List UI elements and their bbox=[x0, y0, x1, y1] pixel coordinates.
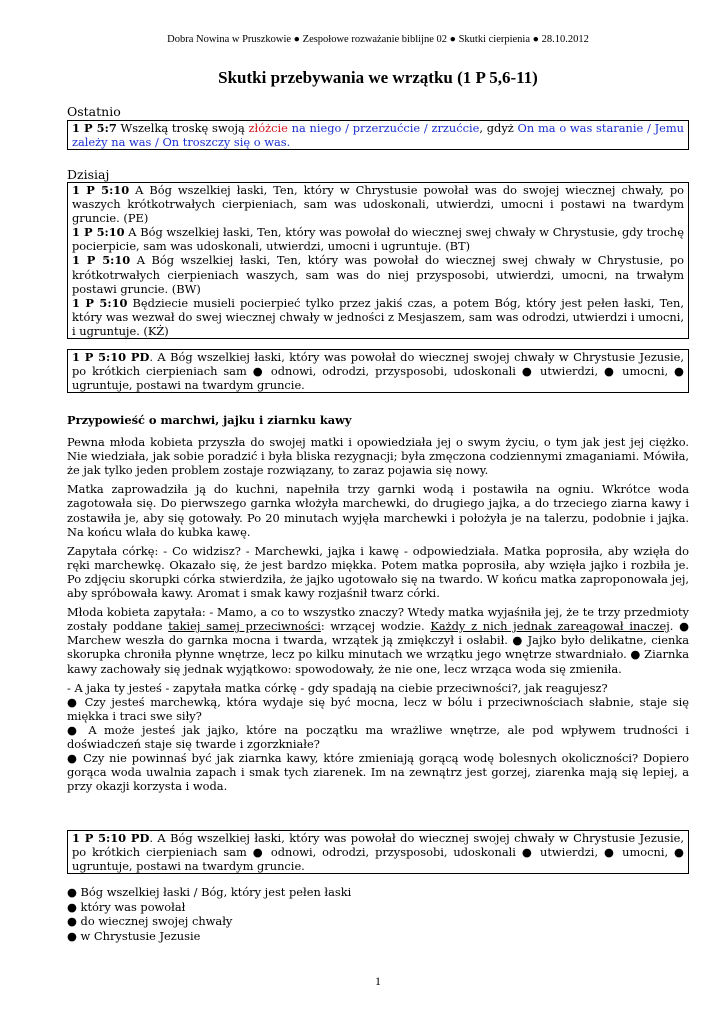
list-item: ● Bóg wszelkiej łaski / Bóg, który jest pełen łaski bbox=[67, 885, 352, 899]
today-label: Dzisiaj bbox=[67, 167, 110, 182]
list-item: ● do wiecznej swojej chwały bbox=[67, 914, 233, 929]
list-item: ● w Chrystusie Jezusie bbox=[67, 928, 201, 943]
pd-verse-box-1: 1 P 5:10 PD. A Bóg wszelkiej łaski, który was powołał do wiecznej swojej chwały w Chrystusie Jezusie, po krótkich cierpieniach sam ● odnowi, odrodzi, przysposobi, udoskonali ● utwierdzi, ● umocni, ● ugruntuje, postawi na twardym gruncie. bbox=[67, 349, 689, 393]
story-paragraph: Matka zaprowadziła ją do kuchni, napełniła trzy garnki wodą i postawiła na ogniu. Wkrótce woda zagotowała się. Do pierwszego garnka włożyła marchewki, do drugiego jajka, a do trzeciego ziarna kawy i zostawiła je, aby się gotowały. Po 20 minutach wyjęła marchewki i położyła je na talerzu, podobnie i jajka. Na końcu wlała do kubka kawę. bbox=[67, 482, 689, 539]
page-header: Dobra Nowina w Pruszkowie ● Zespołowe rozważanie biblijne 02 ● Skutki cierpienia ● 28.10.2012 bbox=[167, 34, 589, 45]
story-paragraph: Młoda kobieta zapytała: - Mamo, a co to wszystko znaczy? Wtedy matka wyjaśniła jej, że te trzy przedmioty zostały poddane takiej samej przeciwności: wrzącej wodzie. Każdy z nich jednak zareagował inaczej. ● Marchew weszła do garnka mocna i twarda, wrzątek ją zmiękczył i osłabił. ● Jajko było delikatne, cienka skorupka chroniła płynne wnętrze, lecz po kilku minutach we wrzątku jego wnętrze stwardniało. ● Ziarnka kawy zachowały się jednak wyjątkowo: spowodowały, że nie one, lecz wrząca woda się zmieniła. bbox=[67, 605, 690, 676]
pd-verse-box-2: 1 P 5:10 PD. A Bóg wszelkiej łaski, który was powołał do wiecznej swojej chwały w Chrystusie Jezusie, po krótkich cierpieniach sam ● odnowi, odrodzi, przysposobi, udoskonali ● utwierdzi, ● umocni, ● ugruntuje, postawi na twardym gruncie. bbox=[67, 830, 689, 874]
page-number: 1 bbox=[375, 974, 381, 988]
verse-kz: 1 P 5:10 Będziecie musieli pocierpieć tylko przez jakiś czas, a potem Bóg, który jest pełen łaski, Ten, który was wezwał do swej wiecznej chwały w jedności z Mesjaszem, sam was odrodzi, utwierdzi i umocni, i ugruntuje. (KŻ) bbox=[72, 295, 685, 338]
story-paragraph: Pewna młoda kobieta przyszła do swojej matki i opowiedziała jej o swym życiu, o tym jak jest jej ciężko. Nie wiedziała, jak sobie poradzić i była bliska rezygnacji; była zmęczona codziennymi zmaganiami. Mówiła, że jak tylko jeden problem zostaje rozwiązany, to zaraz pojawia się nowy. bbox=[67, 435, 689, 478]
story-section bbox=[67, 413, 689, 793]
previous-verse-box: 1 P 5:7 Wszelką troskę swoją złóżcie na niego / przerzućcie / zrzućcie, gdyż On ma o was staranie / Jemu zależy na was / On troszczy się o was. bbox=[67, 120, 689, 150]
today-verses-box bbox=[67, 182, 689, 339]
verse-pe: 1 P 5:10 A Bóg wszelkiej łaski, Ten, który w Chrystusie powołał was do swojej wiecznej chwały, po waszych krótkotrwałych cierpieniach, sam was udoskonali, utwierdzi, umocni i postawi na twardym gruncie. (PE) bbox=[72, 183, 685, 226]
story-heading: Przypowieść o marchwi, jajku i ziarnku kawy bbox=[67, 413, 352, 427]
verse-bw: 1 P 5:10 A Bóg wszelkiej łaski, Ten, który was powołał do wiecznej swej chwały w Chrystusie, po krótkotrwałych cierpieniach waszych, sam was do niej przysposobi, utwierdzi, umocni, na trwałym postawi gruncie. (BW) bbox=[72, 253, 685, 296]
verse-ref: 1 P 5:7 bbox=[72, 121, 117, 135]
verse-bt: 1 P 5:10 A Bóg wszelkiej łaski, Ten, który was powołał do wiecznej swej chwały w Chrystusie, gdy trochę pocierpicie, sam was udoskonali, utwierdzi, umocni i ugruntuje. (BT) bbox=[72, 225, 685, 254]
page-title: Skutki przebywania we wrzątku (1 P 5,6-11) bbox=[218, 68, 538, 87]
previous-label: Ostatnio bbox=[67, 104, 121, 119]
list-item: ● który was powołał bbox=[67, 899, 186, 914]
story-questions: - A jaka ty jesteś - zapytała matka córkę - gdy spadają na ciebie przeciwności?, jak reagujesz? ● Czy jesteś marchewką, która wydaje się być mocna, lecz w bólu i przeciwnościach słabnie, staje się miękka i traci swe siły? ● A może jesteś jak jajko, które na początku ma wrażliwe wnętrze, ale pod wpływem trudności i doświadczeń staje się twarde i zgorzkniałe? ● Czy nie powinnaś być jak ziarnka kawy, które zmieniają gorącą wodę bolesnych okoliczności? Dopiero gorąca woda uwalnia zapach i smak tych ziarenek. Im na zewnątrz jest gorzej, ziarenka mają się lepiej, a przy okazji korzysta i woda. bbox=[67, 680, 689, 794]
summary-bullets bbox=[67, 885, 351, 943]
story-paragraph: Zapytała córkę: - Co widzisz? - Marchewki, jajka i kawę - odpowiedziała. Matka poprosiła, aby wzięła do ręki marchewkę. Okazało się, że jest bardzo miękka. Potem matka poprosiła, aby wzięła jajko i rozbiła je. Po zdjęciu skorupki córka stwierdziła, że jajko ugotowało się na twardo. W końcu matka zaproponowała jej, aby spróbowała kawy. Aromat i smak kawy rozjaśnił twarz córki. bbox=[67, 543, 689, 601]
